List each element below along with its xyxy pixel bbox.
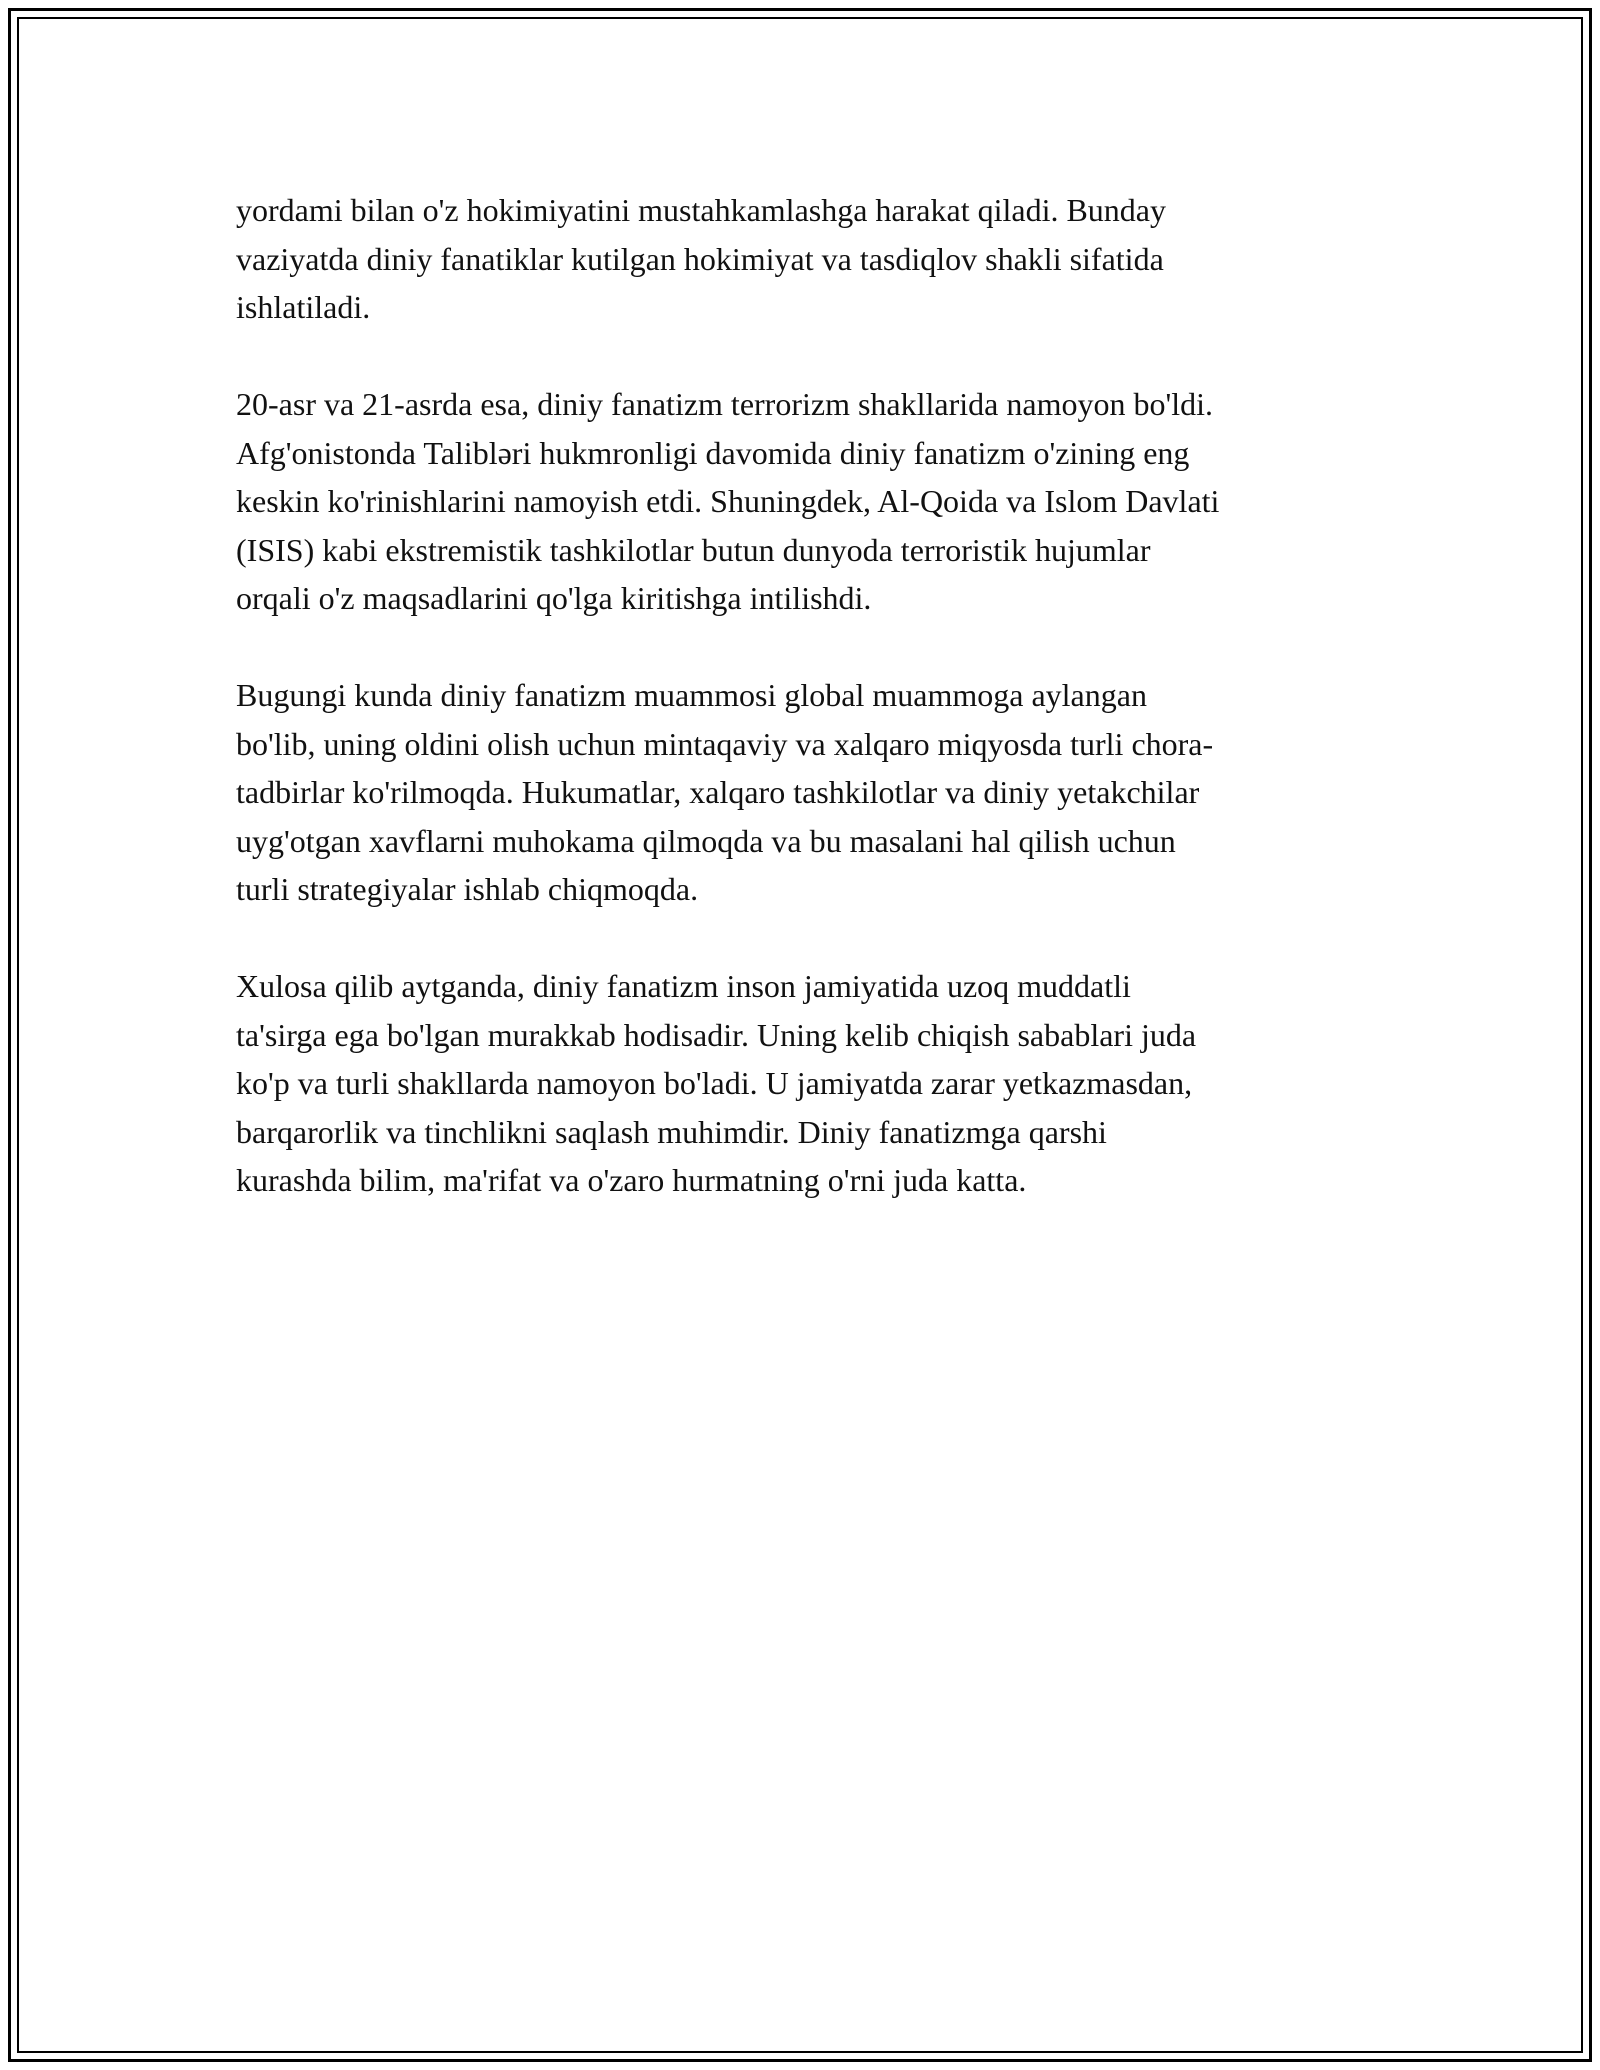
text-line: 20-asr va 21-asrda esa, diniy fanatizm terrorizm shakllarida namoyon bo'ldi. [236,386,1213,422]
text-line: Xulosa qilib aytganda, diniy fanatizm inson jamiyatida uzoq muddatli [236,968,1131,1004]
paragraph-3 [236,671,1366,914]
text-line: ko'p va turli shakllarda namoyon bo'ladi. U jamiyatda zarar yetkazmasdan, [236,1065,1193,1101]
paragraph-4 [236,962,1366,1205]
text-line: vaziyatda diniy fanatiklar kutilgan hokimiyat va tasdiqlov shakli sifatida [236,240,1164,277]
text-line: uyg'otgan xavflarni muhokama qilmoqda va bu masalani hal qilish uchun [236,822,1176,859]
text-line: (ISIS) kabi ekstremistik tashkilotlar butun dunyoda terroristik hujumlar [236,531,1151,568]
text-line: ta'sirga ega bo'lgan murakkab hodisadir. Uning kelib chiqish sabablari juda [236,1016,1197,1053]
text-line: bo'lib, uning oldini olish uchun mintaqaviy va xalqaro miqyosda turli chora- [236,725,1214,762]
document-body [236,186,1366,1253]
text-line: tadbirlar ko'rilmoqda. Hukumatlar, xalqaro tashkilotlar va diniy yetakchilar [236,774,1200,810]
text-line: Afg'onistonda Talibləri hukmronligi davomida diniy fanatizm o'zining eng [236,434,1190,471]
text-line: yordami bilan o'z hokimiyatini mustahkamlashga harakat qiladi. Bunday [236,192,1166,228]
text-line: barqarorlik va tinchlikni saqlash muhimdir. Diniy fanatizmga qarshi [236,1113,1107,1150]
text-line: Bugungi kunda diniy fanatizm muammosi global muammoga aylangan [236,677,1147,713]
text-line: ishlatiladi. [236,289,371,325]
text-line: turli strategiyalar ishlab chiqmoqda. [236,871,699,907]
text-line: keskin ko'rinishlarini namoyish etdi. Shuningdek, Al-Qoida va Islom Davlati [236,483,1220,519]
paragraph-2 [236,380,1366,623]
text-line: orqali o'z maqsadlarini qo'lga kiritishga intilishdi. [236,580,872,616]
paragraph-1 [236,186,1366,332]
text-line: kurashda bilim, ma'rifat va o'zaro hurmatning o'rni juda katta. [236,1162,1027,1198]
